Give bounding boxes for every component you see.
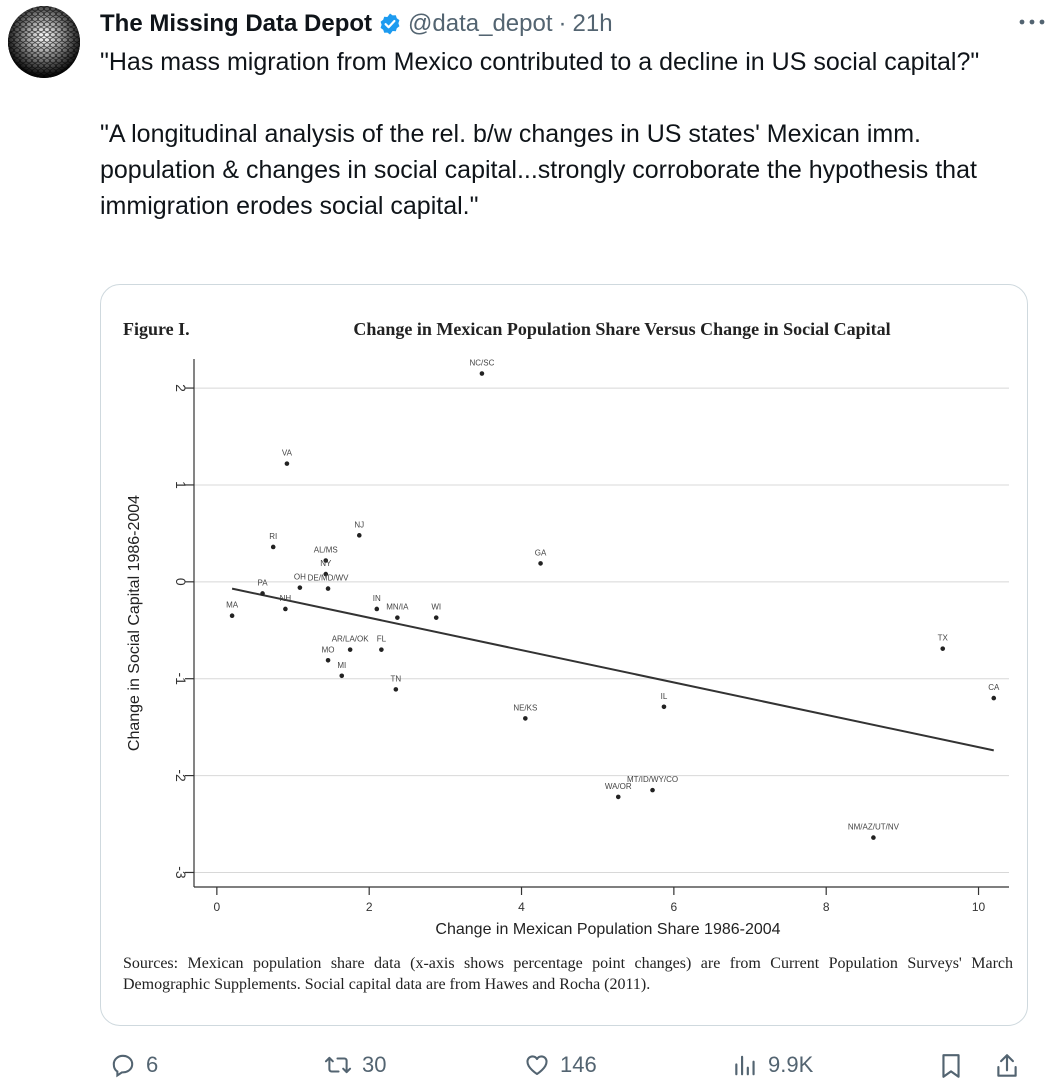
y-tick-label: -2 [173, 769, 189, 782]
data-point [480, 371, 485, 376]
reply-count: 6 [146, 1052, 159, 1077]
data-point [871, 835, 876, 840]
data-point-label: WA/OR [604, 781, 632, 791]
user-handle[interactable]: @data_depot [408, 10, 553, 37]
data-point [940, 646, 945, 651]
more-options-icon[interactable] [1014, 10, 1050, 34]
x-axis-label: Change in Mexican Population Share 1986-2004 [435, 921, 781, 938]
verified-badge-icon[interactable] [378, 12, 402, 36]
tweet-actions [100, 1044, 1040, 1088]
display-name[interactable]: The Missing Data Depot [100, 10, 373, 37]
timestamp[interactable]: 21h [572, 10, 613, 37]
data-point-label: CA [988, 683, 1000, 693]
tweet-header [100, 8, 1036, 40]
x-tick-label: 4 [518, 900, 525, 914]
repost-count: 30 [362, 1052, 387, 1077]
data-point [434, 615, 439, 620]
figure-label: Figure I. [123, 319, 190, 339]
data-point [650, 788, 655, 793]
tweet-text [100, 44, 1030, 224]
data-point-label: VA [281, 448, 292, 458]
data-point [298, 585, 303, 590]
data-point-label: OH [293, 572, 306, 582]
data-point [616, 795, 621, 800]
data-point [375, 607, 380, 612]
scatter-chart [101, 285, 1027, 1025]
x-tick-label: 2 [365, 900, 373, 914]
data-point [326, 658, 331, 663]
share-button[interactable] [994, 1052, 1020, 1080]
data-point-label: WI [431, 602, 442, 612]
data-point [395, 615, 400, 620]
figure-sources: Sources: Mexican population share data (x-axis shows percentage point changes) are from Current Population Surveys' March Demographic Supplements. Social capital data are from Hawes and Rocha (2011). [123, 955, 1013, 993]
data-point-label: MN/IA [386, 602, 409, 612]
data-point-label: NY [320, 559, 332, 569]
x-tick-label: 8 [822, 900, 830, 914]
data-point-label: FL [376, 634, 387, 644]
data-point-label: MT/ID/WY/CO [626, 775, 679, 785]
y-tick-label: -1 [173, 672, 189, 685]
data-point [339, 674, 344, 679]
data-points [226, 359, 1000, 840]
data-point [271, 545, 276, 550]
heart-icon [524, 1052, 550, 1078]
grid-lines [194, 388, 1009, 872]
data-point-label: GA [534, 548, 547, 558]
data-point-label: PA [257, 578, 268, 588]
data-point [230, 613, 235, 618]
x-tick-label: 10 [971, 900, 986, 914]
separator-dot: · [558, 10, 567, 37]
data-point [523, 716, 528, 721]
trend-line [232, 589, 994, 751]
data-point [991, 696, 996, 701]
views-button[interactable] [732, 1052, 813, 1078]
bookmark-icon [938, 1052, 964, 1080]
tweet-text-paragraph-2: "A longitudinal analysis of the rel. b/w changes in US states' Mexican imm. population & changes in social capital...strongly corroborate the hypothesis that immigration erodes social capital." [100, 120, 977, 220]
data-point [357, 533, 362, 538]
attached-image[interactable] [100, 284, 1028, 1026]
tweet-text-paragraph-1: "Has mass migration from Mexico contributed to a decline in US social capital?" [100, 48, 980, 76]
data-point [348, 647, 353, 652]
data-point-label: NM/AZ/UT/NV [847, 822, 899, 832]
data-point-label: NH [279, 593, 292, 603]
view-count: 9.9K [768, 1052, 814, 1077]
data-point-label: NJ [354, 520, 365, 530]
like-button[interactable] [524, 1052, 597, 1078]
avatar[interactable] [8, 6, 80, 78]
data-point [394, 687, 399, 692]
y-tick-label: 2 [173, 384, 189, 392]
data-point [379, 647, 384, 652]
y-tick-label: 0 [173, 577, 189, 586]
data-point-label: NE/KS [513, 703, 538, 713]
data-point [538, 561, 543, 566]
repost-button[interactable] [324, 1052, 386, 1078]
analytics-icon [732, 1052, 758, 1078]
data-point-label: AR/LA/OK [331, 634, 369, 644]
data-point [283, 607, 288, 612]
data-point [662, 705, 667, 710]
y-axis-label: Change in Social Capital 1986-2004 [126, 494, 143, 752]
data-point-label: AL/MS [313, 545, 338, 555]
data-point-label: NC/SC [469, 358, 495, 368]
data-point-label: MA [226, 600, 239, 610]
data-point-label: RI [269, 531, 278, 541]
x-tick-label: 6 [670, 900, 678, 914]
avatar-image [8, 6, 80, 78]
reply-button[interactable] [110, 1052, 158, 1078]
data-point-label: IL [660, 691, 668, 701]
reply-icon [110, 1052, 136, 1078]
axis-ticks [173, 384, 986, 914]
data-point-label: TN [390, 674, 402, 684]
data-point-label: MI [337, 660, 347, 670]
share-icon [994, 1052, 1020, 1080]
data-point-label: TX [937, 633, 948, 643]
chart-title: Change in Mexican Population Share Versus Change in Social Capital [353, 319, 891, 339]
data-point-label: MO [321, 645, 335, 655]
data-point [285, 461, 290, 466]
data-point-label: IN [372, 593, 381, 603]
repost-icon [324, 1052, 352, 1078]
y-tick-label: 1 [173, 481, 189, 489]
data-point-label: DE/MD/WV [307, 573, 349, 583]
data-point [326, 586, 331, 591]
y-tick-label: -3 [173, 866, 189, 879]
bookmark-button[interactable] [938, 1052, 964, 1080]
x-tick-label: 0 [213, 900, 221, 914]
like-count: 146 [560, 1052, 597, 1077]
data-point [260, 591, 265, 596]
